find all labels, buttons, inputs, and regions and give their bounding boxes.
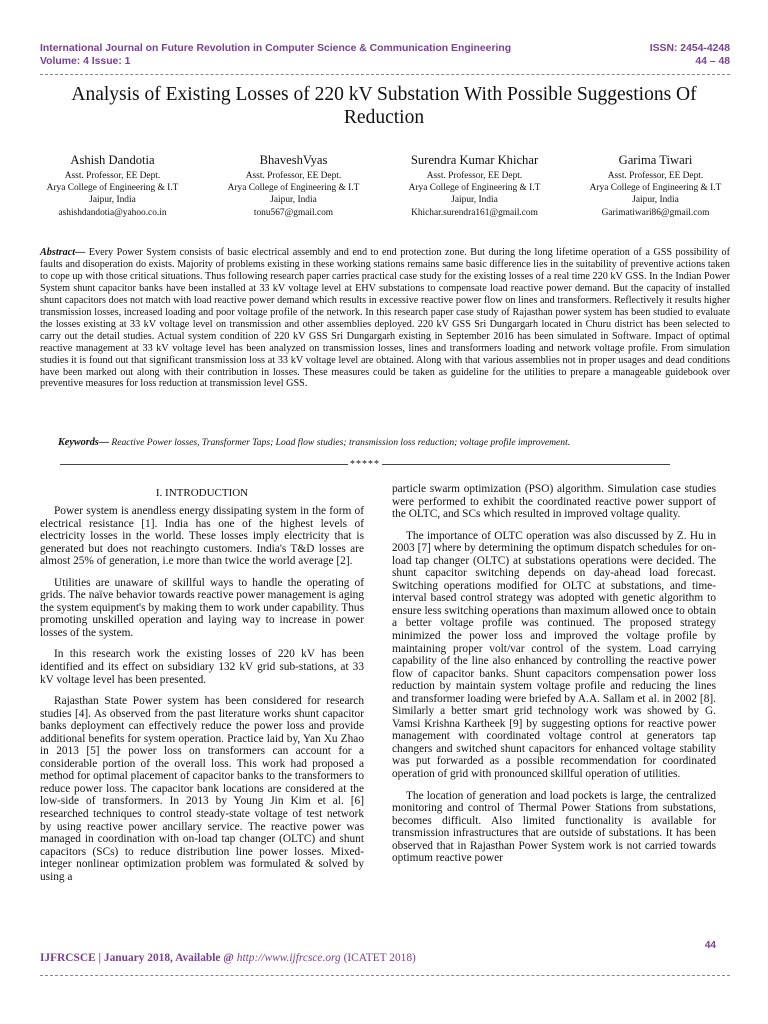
- author-city: Jaipur, India: [632, 195, 679, 206]
- footer-conference: (ICATET 2018): [340, 952, 416, 964]
- header-divider: [40, 74, 730, 75]
- footer-url[interactable]: http://www.ijfrcsce.org: [236, 952, 341, 964]
- author-college: Arya College of Engineering & I.T: [408, 183, 541, 194]
- author-role: Asst. Professor, EE Dept.: [64, 171, 161, 181]
- author-card: [565, 152, 746, 219]
- volume-issue: Volume: 4 Issue: 1: [40, 56, 131, 67]
- author-college: Arya College of Engineering & I.T: [227, 183, 360, 194]
- footer-divider: [40, 975, 730, 976]
- section-number: I.: [155, 487, 163, 499]
- separator-line-left: [60, 464, 348, 465]
- author-card: [384, 152, 565, 219]
- separator-line-right: [382, 464, 670, 465]
- abstract-text: Every Power System consists of basic electrical assembly and end to end protection zone. But during the long lifetime operation of a GSS possibility of faults and disoperation do exists. Majority of problems existing in these working stations remains same basic difference lies in the suitability of preventive actions taken to cope up with those critical situations. Thus following research paper carries practical case study for the existing losses of a real time 220 kV GSS. In the Indian Power System shunt capacitor banks have been installed at 33 kV voltage level at EHV substations to compensate load reactive power demand. But the capacity of installed shunt capacitors does not match with load reactive power demand which results in excessive reactive power flow on lines and transformers. Reflectively it results higher transmission losses, increased loading and poor voltage profile of the network. In this research paper case study of Rajasthan power system has been studied to evaluate the losses existing at 33 kV voltage level on transmission and other assemblies deployed. 220 kV GSS Sri Dungargarh located in Churu district has been selected to carry out the detail studies. Actual system condition of 220 kV GSS Sri Dungargarh existing in September 2016 has been simulated in Software. Impact of optimal reactive management at 33 kV voltage level has been analyzed on transmission losses, lines and transformers loading and network voltage profile. From simulation studies it is found out that significant transmission loss at 33 kV voltage level are obtained. Along with that various assemblies not in proper usages and dead conditions have been marked out along with their contribution in losses. These measures could be taken as guideline for the utilities to prepare a manageable guidebook over preventive measures for loss reduction at transmission level GSS.: [40, 247, 730, 390]
- paper-title: Analysis of Existing Losses of 220 kV Substation With Possible Suggestions Of Reduction: [71, 84, 697, 128]
- right-column: [392, 483, 716, 874]
- paragraph: Rajasthan State Power system has been considered for research studies [4]. As observed from the past literature works shunt capacitor banks deployment can effectively reduce the power loss and provide additional benefits for system operation. Practice laid by, Yan Xu Zhao in 2013 [5] the power loss on transformers can account for a considerable portion of the overall loss. This work had proposed a method for optimal placement of capacitor banks to the transformers to reduce power loss. The capacitor bank locations are considered at the low-side of transformers. In 2013 by Young Jin Kim et al. [6] researched techniques to control steady-state voltage of test network by using reactive power ancillary service. The reactive power was managed in coordination with on-load tap changer (OLTC) and shunt capacitors (SCs) to reduce distribution line power losses. Mixed-integer nonlinear optimization problem was formulated & solved by using a: [40, 695, 364, 883]
- author-name: BhaveshVyas: [259, 153, 328, 167]
- author-email[interactable]: ashishdandotia@yahoo.co.in: [58, 207, 167, 218]
- author-email[interactable]: Garimatiwari86@gmail.com: [601, 207, 710, 218]
- page-number: 44: [704, 940, 716, 951]
- author-city: Jaipur, India: [89, 195, 136, 206]
- author-role: Asst. Professor, EE Dept.: [607, 171, 704, 181]
- author-card: [22, 152, 203, 219]
- author-city: Jaipur, India: [270, 195, 317, 206]
- paragraph: Utilities are unaware of skillful ways to handle the operating of grids. The naïve behavior towards reactive power management is aging the system equipment's by making them to work under capability. Thus promoting unskilled operation and laying way to increase in power losses of the system.: [40, 576, 364, 639]
- author-college: Arya College of Engineering & I.T: [589, 183, 722, 194]
- author-role: Asst. Professor, EE Dept.: [426, 171, 523, 181]
- author-role: Asst. Professor, EE Dept.: [245, 171, 342, 181]
- running-footer: [40, 952, 416, 964]
- keywords-label: Keywords—: [58, 437, 109, 448]
- paragraph: The location of generation and load pockets is large, the centralized monitoring and control of Thermal Power Stations from substations, becomes difficult. Also limited functionality is available for transmission infrastructures that are outside of substations. It has been observed that in Rajasthan Power System work is not carried towards optimum reactive power: [392, 789, 716, 865]
- section-heading-initial: I: [165, 487, 169, 499]
- section-separator: [60, 459, 670, 470]
- author-name: Garima Tiwari: [618, 153, 693, 167]
- separator-stars: *****: [350, 459, 380, 470]
- author-college: Arya College of Engineering & I.T: [46, 183, 179, 194]
- page-range: 44 – 48: [695, 56, 730, 67]
- author-email[interactable]: Khichar.surendra161@gmail.com: [411, 207, 538, 218]
- section-heading-introduction: [40, 487, 364, 500]
- paragraph: The importance of OLTC operation was also discussed by Z. Hu in 2003 [7] where by determining the optimum dispatch schedules for on-load tap changer (OLTC) at substations operations were decided. The shunt capacitor switching depends on day-ahead load forecast. Switching operations modified for OLTC at substations, and time-interval based control strategy was adopted with genetic algorithm to ensure less switching operations than maximum allowed once to obtain a better voltage profile was continued. The proposed strategy minimized the power loss and improved the voltage profile by maintaining proper volt/var control of the system. Load carrying capability of the line also enhanced by controlling the reactive power flow of capacitor banks. Shunt capacitors compensation power loss reduction by maintain system voltage profile and reducing the lines and transformer loading were briefed by A.A. Sallam et al. in 2002 [8]. Similarly a better smart grid technology work was showed by G. Vamsi Krishna Kartheek [9] by suggesting options for reactive power management with coordinated voltage control at generators tap changers and switched shunt capacitors for enhanced voltage stability was put forwarded as a possible recommendation for coordinated operation of grid with pronounced skillful operation of utilities.: [392, 529, 716, 781]
- author-card: [203, 152, 384, 219]
- issn: ISSN: 2454-4248: [649, 43, 730, 54]
- abstract-label: Abstract—: [40, 247, 86, 258]
- paragraph: In this research work the existing losses of 220 kV has been identified and its effect on subsidiary 132 kV grid sub-stations, at 33 kV voltage level has been presented.: [40, 648, 364, 686]
- paragraph: particle swarm optimization (PSO) algorithm. Simulation case studies were performed to exhibit the coordinated reactive power support of the OLTC, and SCs which resulted in improved voltage quality.: [392, 483, 716, 521]
- paragraph: Power system is anendless energy dissipating system in the form of electrical resistance [1]. India has one of the highest levels of electricity losses in the world. These losses imply electricity that is generated but does not reachingto customers. India's T&D losses are almost 25% of generation, i.e more than twice the world average [2].: [40, 505, 364, 568]
- author-name: Ashish Dandotia: [70, 153, 155, 167]
- footer-journal: IJFRCSCE | January 2018, Available @: [40, 952, 237, 964]
- author-city: Jaipur, India: [451, 195, 498, 206]
- abstract: [40, 247, 730, 390]
- keywords: [58, 437, 738, 449]
- left-column: [40, 483, 364, 892]
- section-heading-rest: NTRODUCTION: [168, 487, 249, 499]
- author-name: Surendra Kumar Khichar: [410, 153, 539, 167]
- author-email[interactable]: tonu567@gmail.com: [253, 207, 334, 218]
- journal-name: International Journal on Future Revolution in Computer Science & Communication Engineering: [40, 43, 512, 54]
- keywords-text: Reactive Power losses, Transformer Taps; Load flow studies; transmission loss reduction; voltage profile improvement.: [108, 437, 571, 448]
- author-block: [22, 152, 746, 219]
